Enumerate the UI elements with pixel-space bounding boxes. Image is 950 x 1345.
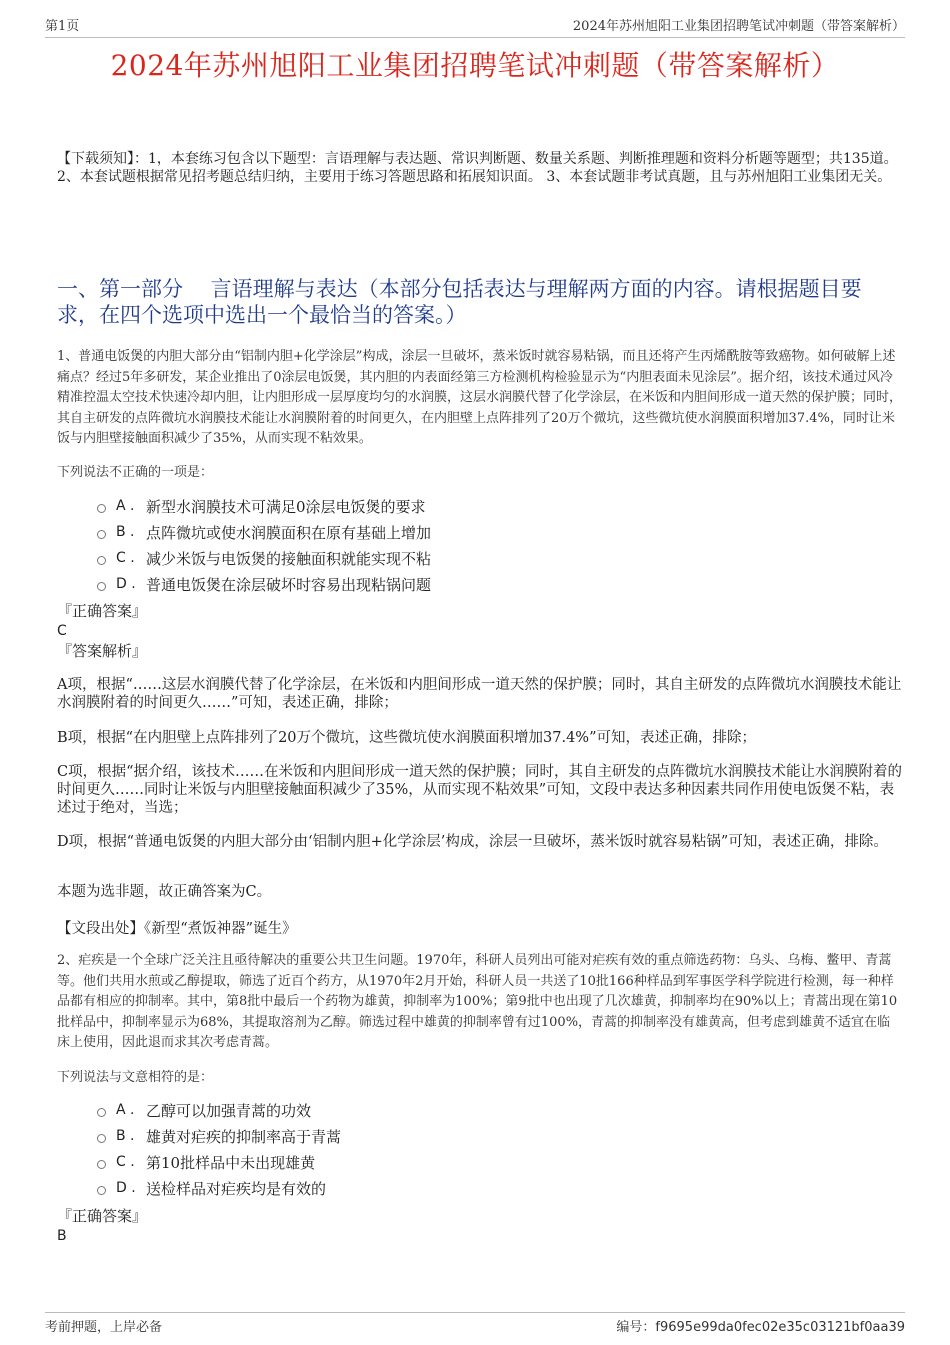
analysis-a: A项，根据“……这层水润膜代替了化学涂层，在米饭和内胆间形成一道天然的保护膜；同时，其自主研发的点阵微坑水润膜技术能让水润膜附着的时间更久……”可知，表述正确，排除； [57, 677, 902, 711]
option-text: 减少米饭与电饭煲的接触面积就能实现不粘 [146, 549, 432, 568]
option-text: 乙醇可以加强青蒿的功效 [146, 1101, 312, 1120]
radio-icon[interactable] [97, 556, 106, 565]
question-1-prompt-block [57, 461, 902, 480]
option-text: 第10批样品中未出现雄黄 [146, 1153, 316, 1172]
analysis-b-block [57, 729, 902, 747]
radio-icon[interactable] [97, 1134, 106, 1143]
option-letter: D . [116, 1180, 136, 1196]
question-2-text-block [57, 951, 902, 1054]
page-header [45, 14, 905, 38]
analysis-a-block [57, 676, 902, 712]
radio-icon[interactable] [97, 530, 106, 539]
question-2-option-b[interactable] [57, 1123, 902, 1149]
correct-answer-label: 『正确答案』 [57, 602, 148, 620]
analysis-label: 『答案解析』 [57, 642, 148, 660]
option-letter: B . [116, 524, 135, 540]
radio-icon[interactable] [97, 1108, 106, 1117]
question-1-option-c[interactable] [57, 545, 902, 571]
download-notice: 【下载须知】：1，本套练习包含以下题型：言语理解与表达题、常识判断题、数量关系题、判断推理题和资料分析题等题型；共135道。 2、本套试题根据常见招考题总结归纳，主要用于练习答题思路和拓展知识面。 3、本套试题非考试真题，且与苏州旭阳工业集团无关。 [57, 151, 898, 185]
question-1-option-a[interactable] [57, 493, 902, 519]
option-text: 送检样品对疟疾均是有效的 [146, 1179, 327, 1198]
question-2-option-c[interactable] [57, 1149, 902, 1175]
document-code: 编号：f9695e99da0fec02e35c03121bf0aa39 [616, 1320, 905, 1335]
passage-source: 【文段出处】《新型“煮饭神器”诞生》 [57, 921, 297, 937]
question-2-answer-block [57, 1206, 902, 1246]
analysis-d: D项，根据“普通电饭煲的内胆大部分由‘铝制内胆+化学涂层’构成，涂层一旦破坏，蒸米饭时就容易粘锅”可知，表述正确，排除。 [57, 834, 888, 850]
correct-answer-value: C [57, 623, 67, 639]
question-1-option-d[interactable] [57, 571, 902, 597]
footer-slogan: 考前押题，上岸必备 [45, 1320, 163, 1335]
option-text: 新型水润膜技术可满足0涂层电饭煲的要求 [146, 497, 426, 516]
radio-icon[interactable] [97, 582, 106, 591]
section-heading: 一、第一部分 言语理解与表达（本部分包括表达与理解两方面的内容。请根据题目要求，在四个选项中选出一个最恰当的答案。） [57, 277, 862, 327]
option-letter: C . [116, 1154, 135, 1170]
analysis-conclusion: 本题为选非题，故正确答案为C。 [57, 884, 272, 900]
option-letter: D . [116, 576, 136, 592]
question-2-prompt: 下列说法与文意相符的是： [57, 1070, 214, 1085]
radio-icon[interactable] [97, 1160, 106, 1169]
header-doc-title: 2024年苏州旭阳工业集团招聘笔试冲刺题（带答案解析） [572, 19, 905, 34]
question-2-options [57, 1097, 902, 1201]
question-2-option-d[interactable] [57, 1175, 902, 1201]
radio-icon[interactable] [97, 1186, 106, 1195]
page-footer [45, 1312, 905, 1335]
option-text: 点阵微坑或使水润膜面积在原有基础上增加 [146, 523, 432, 542]
question-1-prompt: 下列说法不正确的一项是： [57, 465, 214, 480]
option-text: 普通电饭煲在涂层破坏时容易出现粘锅问题 [146, 575, 432, 594]
question-1-answer-block [57, 601, 902, 661]
question-1-options [57, 493, 902, 597]
analysis-conclusion-block [57, 883, 902, 901]
analysis-d-block [57, 833, 902, 851]
option-letter: C . [116, 550, 135, 566]
analysis-c: C项，根据“据介绍，该技术……在米饭和内胆间形成一道天然的保护膜；同时，其自主研发的点阵微坑水润膜技术能让水润膜附着的时间更久……同时让米饭与内胆壁接触面积减少了35%，从而实现不粘效果”可知，文段中表达多种因素共同作用使电饭煲不粘，表述过于绝对，当选； [57, 764, 903, 816]
source-block [57, 917, 902, 938]
question-2-text: 2、疟疾是一个全球广泛关注且亟待解决的重要公共卫生问题。1970年，科研人员列出可能对疟疾有效的重点筛选药物：乌头、乌梅、鳖甲、青蒿等。他们共用水煎或乙醇提取，筛选了近百个药方，从1970年2月开始，科研人员一共送了10批166种样品到军事医学科学院进行检测，每一种样品都有相应的抑制率。其中，第8批中最后一个药物为雄黄，抑制率为100%；第9批中也出现了几次雄黄，抑制率均在90%以上；青蒿出现在第10批样品中，抑制率显示为68%，其提取溶剂为乙醇。筛选过程中雄黄的抑制率曾有过100%，青蒿的抑制率没有雄黄高，但考虑到雄黄不适宜在临床上使用，因此退而求其次考虑青蒿。 [57, 953, 898, 1050]
question-1-option-b[interactable] [57, 519, 902, 545]
question-2-prompt-block [57, 1066, 902, 1085]
correct-answer-value: B [57, 1228, 67, 1244]
option-letter: A . [116, 1102, 135, 1118]
correct-answer-label: 『正确答案』 [57, 1207, 148, 1225]
document-title: 2024年苏州旭阳工业集团招聘笔试冲刺题（带答案解析） [110, 49, 840, 82]
option-letter: A . [116, 498, 135, 514]
question-1-text: 1、普通电饭煲的内胆大部分由“铝制内胆+化学涂层”构成，涂层一旦破坏，蒸米饭时就容易粘锅，而且还将产生丙烯酰胺等致癌物。如何破解上述痛点？经过5年多研发，某企业推出了0涂层电饭煲，其内胆的内表面经第三方检测机构检验显示为“内胆表面未见涂层”。据介绍，该技术通过风冷精准控温太空技术快速冷却内胆，让内胆形成一层厚度均匀的水润膜，这层水润膜代替了化学涂层，在米饭和内胆间形成一道天然的保护膜；同时，其自主研发的点阵微坑水润膜技术能让水润膜附着的时间更久，在内胆壁上点阵排列了20万个微坑，这些微坑使水润膜面积增加37.4%，同时让米饭与内胆壁接触面积减少了35%，从而实现不粘效果。 [57, 349, 903, 446]
analysis-b: B项，根据“在内胆壁上点阵排列了20万个微坑，这些微坑使水润膜面积增加37.4%”可知，表述正确，排除； [57, 730, 756, 746]
page-number: 第1页 [45, 19, 80, 34]
option-text: 雄黄对疟疾的抑制率高于青蒿 [146, 1127, 342, 1146]
radio-icon[interactable] [97, 504, 106, 513]
analysis-c-block [57, 763, 902, 817]
question-2-option-a[interactable] [57, 1097, 902, 1123]
question-1-text-block [57, 347, 902, 450]
option-letter: B . [116, 1128, 135, 1144]
